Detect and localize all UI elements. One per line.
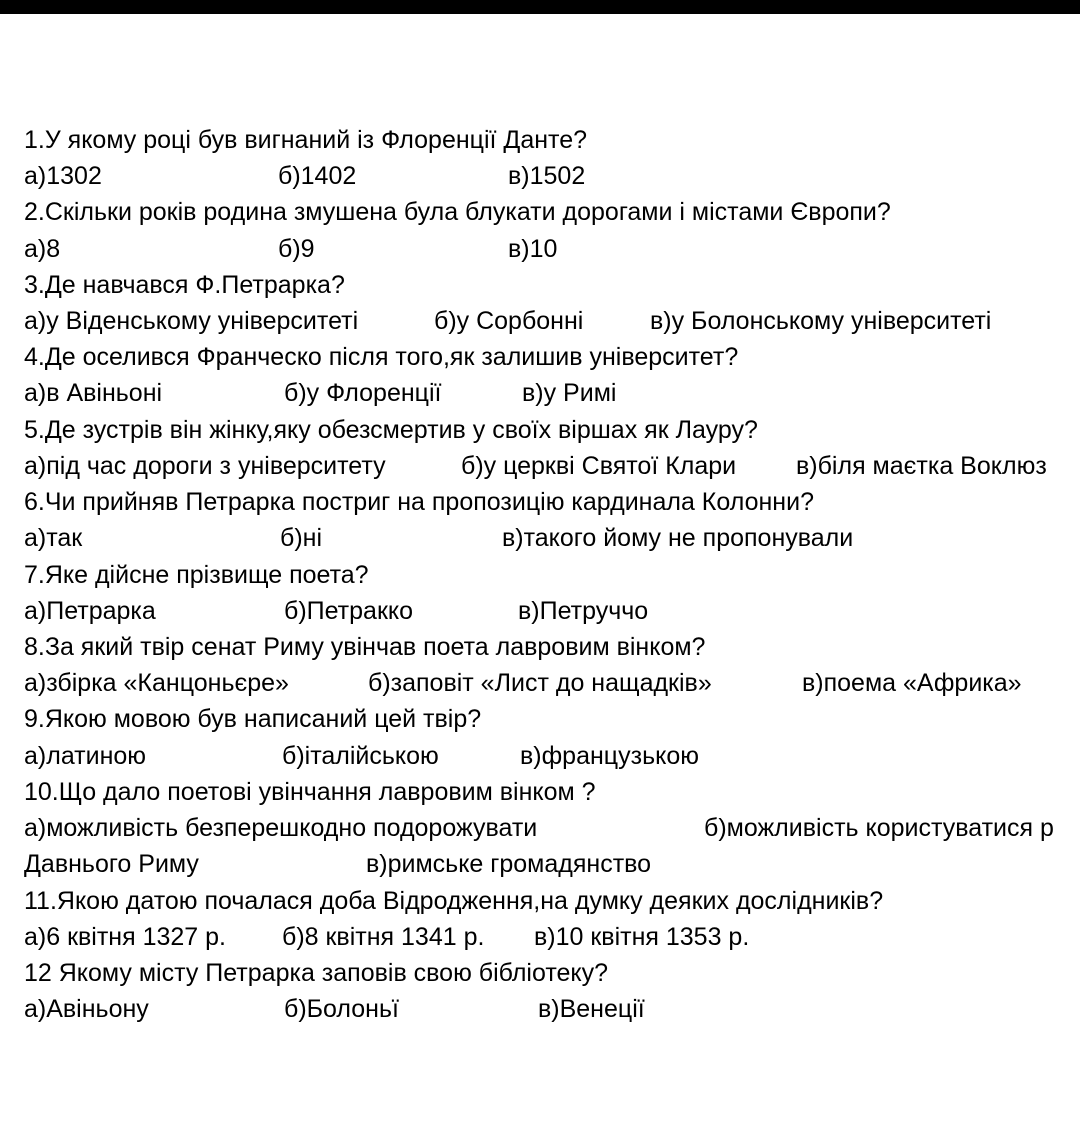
question-10-text: 10.Що дало поетові увінчання лавровим вінком ? <box>24 778 596 806</box>
question-7-text: 7.Яке дійсне прізвище поета? <box>24 561 369 589</box>
question-4-text: 4.Де оселився Франческо після того,як залишив університет? <box>24 343 739 371</box>
answer-8-a: а)збірка «Канцоньєре» <box>24 669 289 697</box>
top-black-bar <box>0 0 1080 14</box>
answer-9-a: а)латиною <box>24 742 147 770</box>
question-2-text: 2.Скільки років родина змушена була блукати дорогами і містами Європи? <box>24 198 891 226</box>
answer-1-a: а)1302 <box>24 162 102 190</box>
answer-7-c: в)Петруччо <box>518 597 649 625</box>
question-9-text: 9.Якою мовою був написаний цей твір? <box>24 705 482 733</box>
question-12-text: 12 Якому місту Петрарка заповів свою бібліотеку? <box>24 959 609 987</box>
answer-3-c: в)у Болонському університеті <box>650 307 992 335</box>
answer-11-c: в)10 квітня 1353 р. <box>534 923 750 951</box>
answer-9-c: в)французькою <box>520 742 699 770</box>
quiz-sheet <box>24 122 1080 1042</box>
answer-8-b: б)заповіт «Лист до нащадків» <box>368 669 712 697</box>
question-8-text: 8.За який твір сенат Риму увінчав поета лавровим вінком? <box>24 633 706 661</box>
answer-1-c: в)1502 <box>508 162 586 190</box>
answer-4-c: в)у Римі <box>522 379 617 407</box>
answer-8-c: в)поема «Африка» <box>802 669 1022 697</box>
answer-5-a: а)під час дороги з університету <box>24 452 386 480</box>
answer-4-a: а)в Авіньоні <box>24 379 163 407</box>
answer-10-a: а)можливість безперешкодно подорожувати <box>24 814 538 842</box>
answer-6-a: а)так <box>24 524 83 552</box>
question-11-text: 11.Якою датою почалася доба Відродження,на думку деяких дослідників? <box>24 887 884 915</box>
answer-3-b: б)у Сорбонні <box>434 307 584 335</box>
answer-7-b: б)Петракко <box>284 597 414 625</box>
answer-12-a: а)Авіньону <box>24 995 149 1023</box>
answer-11-a: а)6 квітня 1327 р. <box>24 923 227 951</box>
question-1-text: 1.У якому році був вигнаний із Флоренції Данте? <box>24 126 588 154</box>
answer-5-c: в)біля маєтка Воклюз <box>796 452 1047 480</box>
answer-5-b: б)у церкві Святої Клари <box>461 452 737 480</box>
answer-10-b: б)можливість користуватися р <box>704 814 1054 842</box>
answer-2-b: б)9 <box>278 235 315 263</box>
answer-1-b: б)1402 <box>278 162 357 190</box>
answer-2-c: в)10 <box>508 235 558 263</box>
question-5-text: 5.Де зустрів він жінку,яку обезсмертив у своїх віршах як Лауру? <box>24 416 758 444</box>
answer-6-c: в)такого йому не пропонували <box>502 524 854 552</box>
question-3-text: 3.Де навчався Ф.Петрарка? <box>24 271 345 299</box>
answer-11-b: б)8 квітня 1341 р. <box>282 923 485 951</box>
answer-4-b: б)у Флоренції <box>284 379 442 407</box>
question-6-text: 6.Чи прийняв Петрарка постриг на пропозицію кардинала Колонни? <box>24 488 814 516</box>
answer-9-b: б)італійською <box>282 742 439 770</box>
answer-3-a: а)у Віденському університеті <box>24 307 359 335</box>
answer-12-c: в)Венеції <box>538 995 645 1023</box>
answer-2-a: а)8 <box>24 235 61 263</box>
answer-6-b: б)ні <box>280 524 323 552</box>
answer-10-b-continued: Давнього Риму <box>24 850 199 878</box>
answer-12-b: б)Болоньї <box>284 995 399 1023</box>
answer-10-c: в)римське громадянство <box>366 850 652 878</box>
answer-7-a: а)Петрарка <box>24 597 156 625</box>
